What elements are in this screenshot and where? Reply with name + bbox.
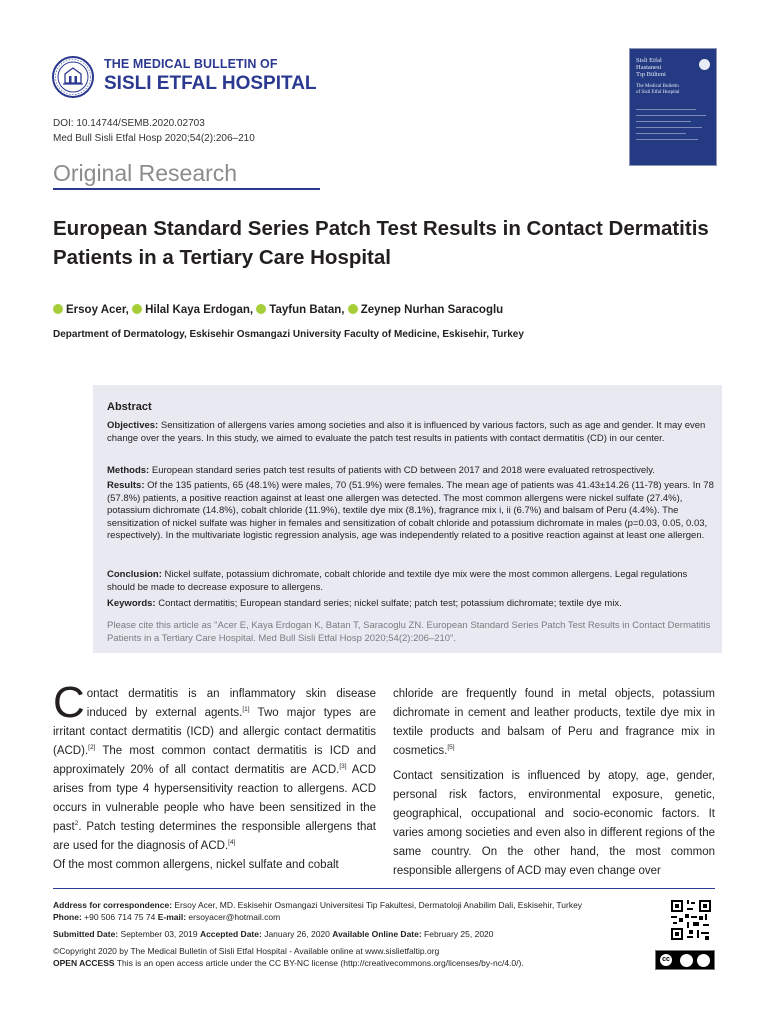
body-text: Two major types are irritant contact dermatitis (ICD) and allergic contact dermatitis (ACD). xyxy=(53,707,377,757)
cc-by-nc-icon[interactable] xyxy=(655,950,715,970)
cover-line xyxy=(636,109,696,110)
qr-code-icon[interactable] xyxy=(669,898,713,942)
journal-name-line1: THE MEDICAL BULLETIN OF xyxy=(104,57,278,71)
footer-text: February 25, 2020 xyxy=(421,929,494,939)
body-text: The most common contact dermatitis is ICD and approximately 20% of all contact dermatitis are ACD. xyxy=(53,745,376,776)
abstract-label: Keywords: xyxy=(107,598,156,609)
orcid-icon[interactable] xyxy=(132,304,142,314)
please-cite-note: Please cite this article as "Acer E, Kaya Erdogan K, Batan T, Saracoglu ZN. European Standard Series Patch Test Results in Contact Dermatitis Patients in a Tertiary Care Hospital. Med Bull Sisli Etfal Hosp 2020;54(2):206–210". xyxy=(107,620,711,644)
open-access-line xyxy=(53,958,524,969)
email-link[interactable]: ersoyacer@hotmail.com xyxy=(186,912,281,922)
abstract-label: Results: xyxy=(107,480,145,491)
journal-citation: Med Bull Sisli Etfal Hosp 2020;54(2):206–210 xyxy=(53,133,255,144)
drop-cap: C xyxy=(53,678,85,727)
abstract-label: Conclusion: xyxy=(107,569,162,580)
cover-line xyxy=(636,133,686,134)
footer-label: OPEN ACCESS xyxy=(53,958,115,968)
cover-line xyxy=(636,121,691,122)
footer-label: Address for correspondence: xyxy=(53,900,173,910)
body-paragraph xyxy=(393,685,715,761)
abstract-text: Of the 135 patients, 65 (48.1%) were males, 70 (51.9%) were females. The mean age of patients was 41.43±14.26 (11-78) years. In 78 (57.8%) patients, a positive reaction against at least one allergen was detected. The most common allergens were nickel sulfate (27.4%), potassium dichromate (14.8%), cobalt chloride (11.9%), textile dye mix (8.1%), fragrance mix i, ii (6.7%) and balsam of Peru (4.4%). The sensitization of nickel sulfate was higher in females and sensitization of cobalt chloride and potassium dichromate in males (p=0.03, 0.05, 0.03, respectively). In the multivariate logistic regression analysis, age was independently related to a positive reaction against at least one allergen. xyxy=(107,480,714,541)
section-label: Original Research xyxy=(53,160,238,186)
journal-cover-thumbnail xyxy=(629,48,717,166)
article-title: European Standard Series Patch Test Results in Contact Dermatitis Patients in a Tertiary Care Hospital xyxy=(53,217,709,269)
journal-name-line2: SISLI ETFAL HOSPITAL xyxy=(104,73,317,94)
phone-number: +90 506 714 75 74 xyxy=(81,912,158,922)
author-name: Zeynep Nurhan Saracoglu xyxy=(360,304,504,316)
body-text: ACD arises from type 4 hypersensitivity reaction to allergens. ACD occurs in vulnerable people who have been sensitized in the past xyxy=(53,764,377,833)
orcid-icon[interactable] xyxy=(53,304,63,314)
author-name: Hilal Kaya Erdogan, xyxy=(145,304,254,316)
orcid-icon[interactable] xyxy=(348,304,358,314)
license-link[interactable]: This is an open access article under the CC BY-NC license (http://creativecommons.org/licenses/by-nc/4.0/). xyxy=(114,958,524,968)
body-paragraph: Contact sensitization is influenced by atopy, age, gender, personal risk factors, environmental exposure, genetic, geographical, occupational and socio-economic factors. It varies among societies and even also in different regions of the same country. On the other hand, the most common responsible allergens of ACD may even change over xyxy=(393,770,715,877)
footer-rule xyxy=(53,888,715,889)
reference-link[interactable]: [1] xyxy=(242,706,250,713)
author-name: Tayfun Batan, xyxy=(269,304,345,316)
section-rule xyxy=(53,188,320,190)
footer-label: E-mail: xyxy=(157,912,187,922)
abstract-keywords xyxy=(107,598,715,611)
author-name: Ersoy Acer, xyxy=(66,304,129,316)
cover-text: Hastanesi xyxy=(636,64,662,71)
cover-text: of Sisli Etfal Hospital xyxy=(636,90,680,95)
orcid-icon[interactable] xyxy=(256,304,266,314)
footer-text: September 03, 2019 xyxy=(118,929,200,939)
cover-seal-icon xyxy=(699,59,710,70)
nc-icon xyxy=(697,954,710,967)
body-paragraph: Of the most common allergens, nickel sulfate and cobalt xyxy=(53,859,339,871)
body-column-right xyxy=(393,685,715,881)
reference-link[interactable]: [3] xyxy=(339,763,347,770)
cover-text: Tıp Bülteni xyxy=(636,71,666,78)
abstract-text: European standard series patch test results of patients with CD between 2017 and 2018 were evaluated retrospectively. xyxy=(149,465,655,476)
abstract-heading: Abstract xyxy=(107,401,152,413)
body-text: ontact dermatitis is an inflammatory skin disease induced by external agents. xyxy=(86,688,376,719)
reference-link[interactable]: [2] xyxy=(88,744,96,751)
abstract-text: Nickel sulfate, potassium dichromate, cobalt chloride and textile dye mix were the most common allergens. Legal regulations should be made to decrease exposure to allergens. xyxy=(107,569,688,593)
abstract-conclusion xyxy=(107,569,715,594)
abstract-label: Methods: xyxy=(107,465,150,476)
cover-line xyxy=(636,115,706,116)
cover-text: Sisli Etfal xyxy=(636,57,662,64)
abstract-text: Contact dermatitis; European standard series; nickel sulfate; patch test; potassium dichromate; textile dye mix. xyxy=(155,598,622,609)
affiliation: Department of Dermatology, Eskisehir Osmangazi University Faculty of Medicine, Eskisehir, Turkey xyxy=(53,329,524,340)
footer-text: January 26, 2020 xyxy=(261,929,333,939)
footer-label: Available Online Date: xyxy=(332,929,422,939)
abstract-objectives xyxy=(107,420,715,445)
doi[interactable]: DOI: 10.14744/SEMB.2020.02703 xyxy=(53,118,205,129)
footer-label: Phone: xyxy=(53,912,82,922)
cc-logo-icon: cc xyxy=(659,953,673,967)
cover-line xyxy=(636,139,698,140)
abstract-text: Sensitization of allergens varies among societies and also it is influenced by various factors, such as age and gender. It may even change over the years. In this study, we aimed to evaluate the patch test results in patients with contact dermatitis (CD) in our center. xyxy=(107,420,706,444)
abstract-results xyxy=(107,480,715,543)
copyright-line: ©Copyright 2020 by The Medical Bulletin of Sisli Etfal Hospital - Available online at www.sislietfaltip.org xyxy=(53,946,440,956)
reference-link[interactable]: 2 xyxy=(74,820,79,827)
footer-label: Submitted Date: xyxy=(53,929,119,939)
body-text: . Patch testing determines the responsible allergens that are used for the diagnosis of ACD. xyxy=(53,821,376,852)
by-icon xyxy=(680,954,693,967)
correspondence-address xyxy=(53,900,582,911)
footer-text: Ersoy Acer, MD. Eskisehir Osmangazi Universitesi Tip Fakultesi, Dermatoloji Anabilim Dali, Eskisehir, Turkey xyxy=(172,900,583,910)
hospital-seal-icon xyxy=(52,56,94,98)
body-paragraph xyxy=(53,678,377,856)
cover-text: The Medical Bulletin xyxy=(636,84,679,89)
cover-line xyxy=(636,127,702,128)
body-text: chloride are frequently found in metal objects, potassium dichromate in cement and leather products, textile dye mix in textile products and balsam of Peru and fragrance mix in cosmetics. xyxy=(393,688,715,757)
author-list xyxy=(53,304,503,316)
abstract-label: Objectives: xyxy=(107,420,159,431)
body-column-left xyxy=(53,678,377,875)
footer-label: Accepted Date: xyxy=(199,929,262,939)
contact-line xyxy=(53,912,280,923)
abstract-methods xyxy=(107,465,715,478)
dates-line xyxy=(53,929,494,940)
reference-link[interactable]: [4] xyxy=(228,839,236,846)
reference-link[interactable]: [5] xyxy=(447,744,455,751)
